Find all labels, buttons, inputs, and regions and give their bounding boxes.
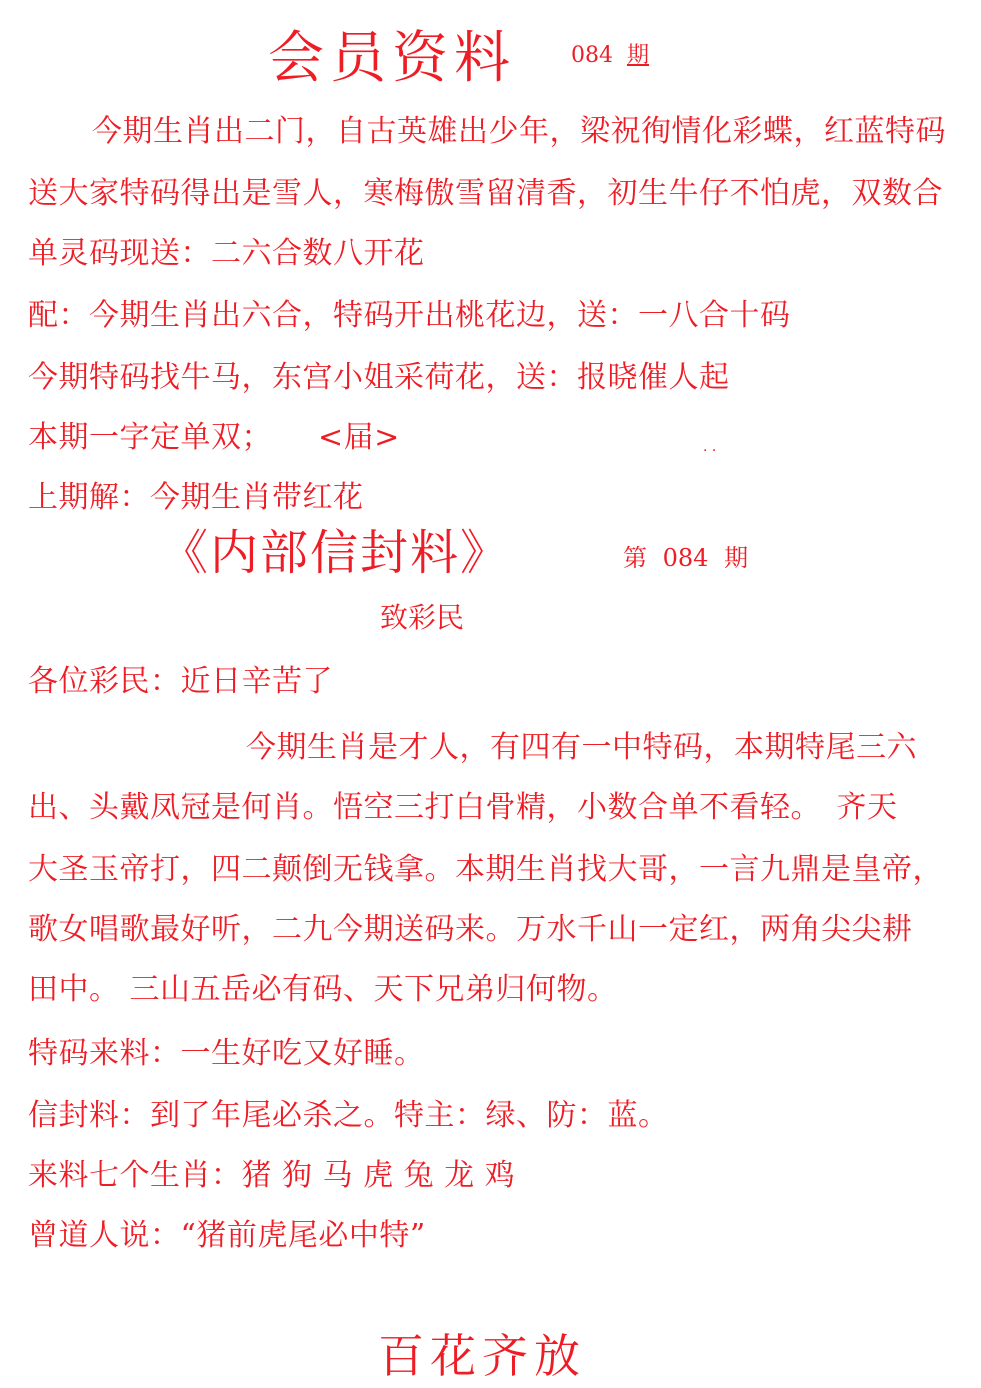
- envelope-paragraph-line: 歌女唱歌最好听，二九今期送码来。万水千山一定红，两角尖尖耕: [28, 912, 913, 947]
- footer-title: 百花齐放: [378, 1329, 586, 1383]
- member-line: 今期特码找牛马，东宫小姐采荷花，送：报晓催人起: [28, 360, 730, 395]
- member-line: 上期解：今期生肖带红花: [28, 480, 364, 515]
- member-line: 今期生肖出二门，自古英雄出少年，梁祝徇情化彩蝶，红蓝特码: [92, 114, 946, 149]
- envelope-line: 曾道人说：“猪前虎尾必中特”: [28, 1218, 426, 1253]
- envelope-line: 信封料：到了年尾必杀之。特主：绿、防：蓝。: [28, 1098, 669, 1133]
- envelope-greeting-title: 致彩民: [380, 601, 465, 634]
- envelope-paragraph-line: 今期生肖是才人，有四有一中特码，本期特尾三六: [246, 730, 917, 765]
- member-line: 本期一字定单双； <届>: [28, 420, 400, 455]
- member-issue: [571, 38, 677, 69]
- envelope-line: 特码来料：一生好吃又好睡。: [28, 1036, 425, 1071]
- stray-dots: · ·: [703, 443, 717, 459]
- member-line: 送大家特码得出是雪人，寒梅傲雪留清香，初生牛仔不怕虎，双数合: [28, 176, 943, 211]
- member-issue-number: 084: [571, 43, 613, 68]
- envelope-salutation: 各位彩民：近日辛苦了: [28, 664, 333, 699]
- member-line: 配：今期生肖出六合，特码开出桃花边，送：一八合十码: [28, 298, 791, 333]
- envelope-line: 来料七个生肖：猪 狗 马 虎 兔 龙 鸡: [28, 1158, 516, 1193]
- member-title: 会员资料: [268, 26, 516, 91]
- envelope-issue: 第 084 期: [623, 544, 749, 572]
- member-issue-suffix: 期: [627, 43, 650, 68]
- envelope-paragraph-line: 大圣玉帝打，四二颠倒无钱拿。本期生肖找大哥，一言九鼎是皇帝，: [28, 852, 943, 887]
- envelope-paragraph-line: 田中。 三山五岳必有码、天下兄弟归何物。: [28, 972, 618, 1007]
- envelope-title: 《内部信封料》: [160, 525, 511, 581]
- envelope-paragraph-line: 出、头戴凤冠是何肖。悟空三打白骨精，小数合单不看轻。 齐天: [28, 790, 898, 825]
- member-line: 单灵码现送：二六合数八开花: [28, 236, 425, 271]
